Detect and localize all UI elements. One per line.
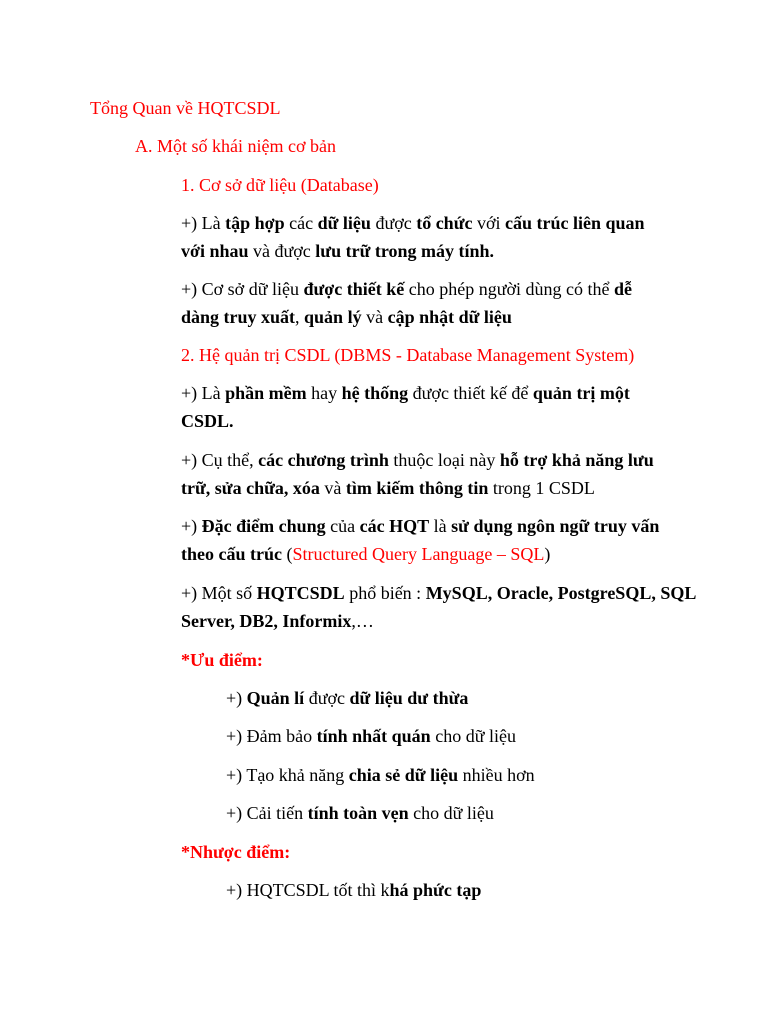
text-run: cho phép người dùng có thể [404, 279, 614, 299]
bold-text-run: các HQT [359, 516, 430, 536]
text-run: +) HQTCSDL tốt thì k [226, 880, 390, 900]
text-run: hay [306, 383, 342, 403]
text-run: là [429, 516, 452, 536]
text-run: ) [544, 544, 551, 564]
paragraph-line [181, 608, 374, 634]
text-run: các [284, 213, 318, 233]
bold-text-run: chia sẻ dữ liệu [348, 765, 459, 785]
paragraph-line [181, 513, 659, 539]
subsection-1-heading: 1. Cơ sở dữ liệu (Database) [181, 175, 379, 195]
bold-text-run: tính nhất quán [316, 726, 431, 746]
bold-text-run: dễ [613, 279, 632, 299]
advantage-item [226, 685, 468, 711]
bold-text-run: *Ưu điểm: [181, 650, 263, 670]
bold-text-run: hệ thống [341, 383, 409, 403]
bold-text-run: hỗ trợ khả năng lưu [499, 450, 654, 470]
paragraph-line [181, 210, 645, 236]
text-run: nhiều hơn [458, 765, 535, 785]
bold-text-run: Đặc điểm chung [201, 516, 326, 536]
advantage-item [226, 762, 535, 788]
text-run: +) Cụ thể, [181, 450, 259, 470]
text-run: +) Một số [181, 583, 257, 603]
bold-text-run: Quản lí [246, 688, 305, 708]
paragraph-line [181, 380, 630, 406]
text-run: +) Cơ sở dữ liệu [181, 279, 304, 299]
bold-text-run: dàng truy xuất [181, 307, 296, 327]
section-a-heading: A. Một số khái niệm cơ bản [135, 136, 336, 156]
bold-text-run: theo cấu trúc [181, 544, 282, 564]
bold-text-run: lưu trữ trong máy tính. [315, 241, 495, 261]
bold-text-run: dữ liệu dư thừa [349, 688, 469, 708]
text-run: trong 1 CSDL [488, 478, 595, 498]
text-run: , [295, 307, 305, 327]
disadvantage-item [226, 877, 481, 903]
bold-text-run: Server, DB2, Informix [181, 611, 352, 631]
paragraph-line [181, 475, 595, 501]
text-run: được thiết kế để [408, 383, 533, 403]
paragraph-line [181, 408, 234, 434]
text-run: +) Đảm bảo [226, 726, 317, 746]
bold-text-run: dữ liệu [317, 213, 371, 233]
text-run: và [319, 478, 346, 498]
bold-text-run: trữ, sửa chữa, xóa [181, 478, 320, 498]
bold-text-run: *Nhược điểm: [181, 842, 291, 862]
text-run: +) Là [181, 213, 226, 233]
bold-text-run: cập nhật dữ liệu [387, 307, 512, 327]
bold-text-run: được thiết kế [303, 279, 405, 299]
bold-text-run: phần mềm [225, 383, 307, 403]
bold-text-run: tổ chức [416, 213, 473, 233]
paragraph-line [181, 580, 696, 606]
paragraph-line [181, 447, 654, 473]
text-run: +) Tạo khả năng [226, 765, 349, 785]
advantage-item [226, 723, 516, 749]
bold-text-run: tìm kiếm thông tin [345, 478, 489, 498]
text-run: với [472, 213, 506, 233]
bold-text-run: cấu trúc liên quan [505, 213, 645, 233]
document-title: Tổng Quan về HQTCSDL [90, 98, 281, 118]
text-run: +) [181, 516, 202, 536]
bold-text-run: tính toàn vẹn [307, 803, 409, 823]
text-run: +) [226, 688, 247, 708]
text-run: và [361, 307, 388, 327]
text-run: cho dữ liệu [430, 726, 516, 746]
paragraph-line [181, 541, 550, 567]
text-run: cho dữ liệu [408, 803, 494, 823]
bold-text-run: MySQL, Oracle, PostgreSQL, SQL [425, 583, 697, 603]
highlighted-text-run: Structured Query Language – SQL [292, 544, 545, 564]
advantage-item [226, 800, 494, 826]
text-run: được [370, 213, 417, 233]
text-run: ( [281, 544, 293, 564]
text-run: thuộc loại này [388, 450, 500, 470]
bold-text-run: há phức tạp [389, 880, 482, 900]
bold-text-run: quản lý [304, 307, 362, 327]
bold-text-run: CSDL. [181, 411, 234, 431]
text-run: và được [248, 241, 316, 261]
advantages-heading [181, 647, 263, 673]
bold-text-run: sử dụng ngôn ngữ truy vấn [451, 516, 660, 536]
text-run: phổ biến : [344, 583, 426, 603]
subsection-2-heading: 2. Hệ quản trị CSDL (DBMS - Database Management System) [181, 345, 635, 365]
bold-text-run: các chương trình [258, 450, 389, 470]
bold-text-run: với nhau [181, 241, 249, 261]
bold-text-run: quản trị một [532, 383, 630, 403]
paragraph-line [181, 238, 494, 264]
paragraph-line [181, 304, 512, 330]
disadvantages-heading [181, 839, 290, 865]
text-run: +) Là [181, 383, 226, 403]
text-run: ,… [351, 611, 374, 631]
bold-text-run: HQTCSDL [256, 583, 345, 603]
paragraph-line [181, 276, 632, 302]
bold-text-run: tập hợp [225, 213, 285, 233]
text-run: được [304, 688, 350, 708]
text-run: +) Cải tiến [226, 803, 308, 823]
text-run: của [325, 516, 360, 536]
